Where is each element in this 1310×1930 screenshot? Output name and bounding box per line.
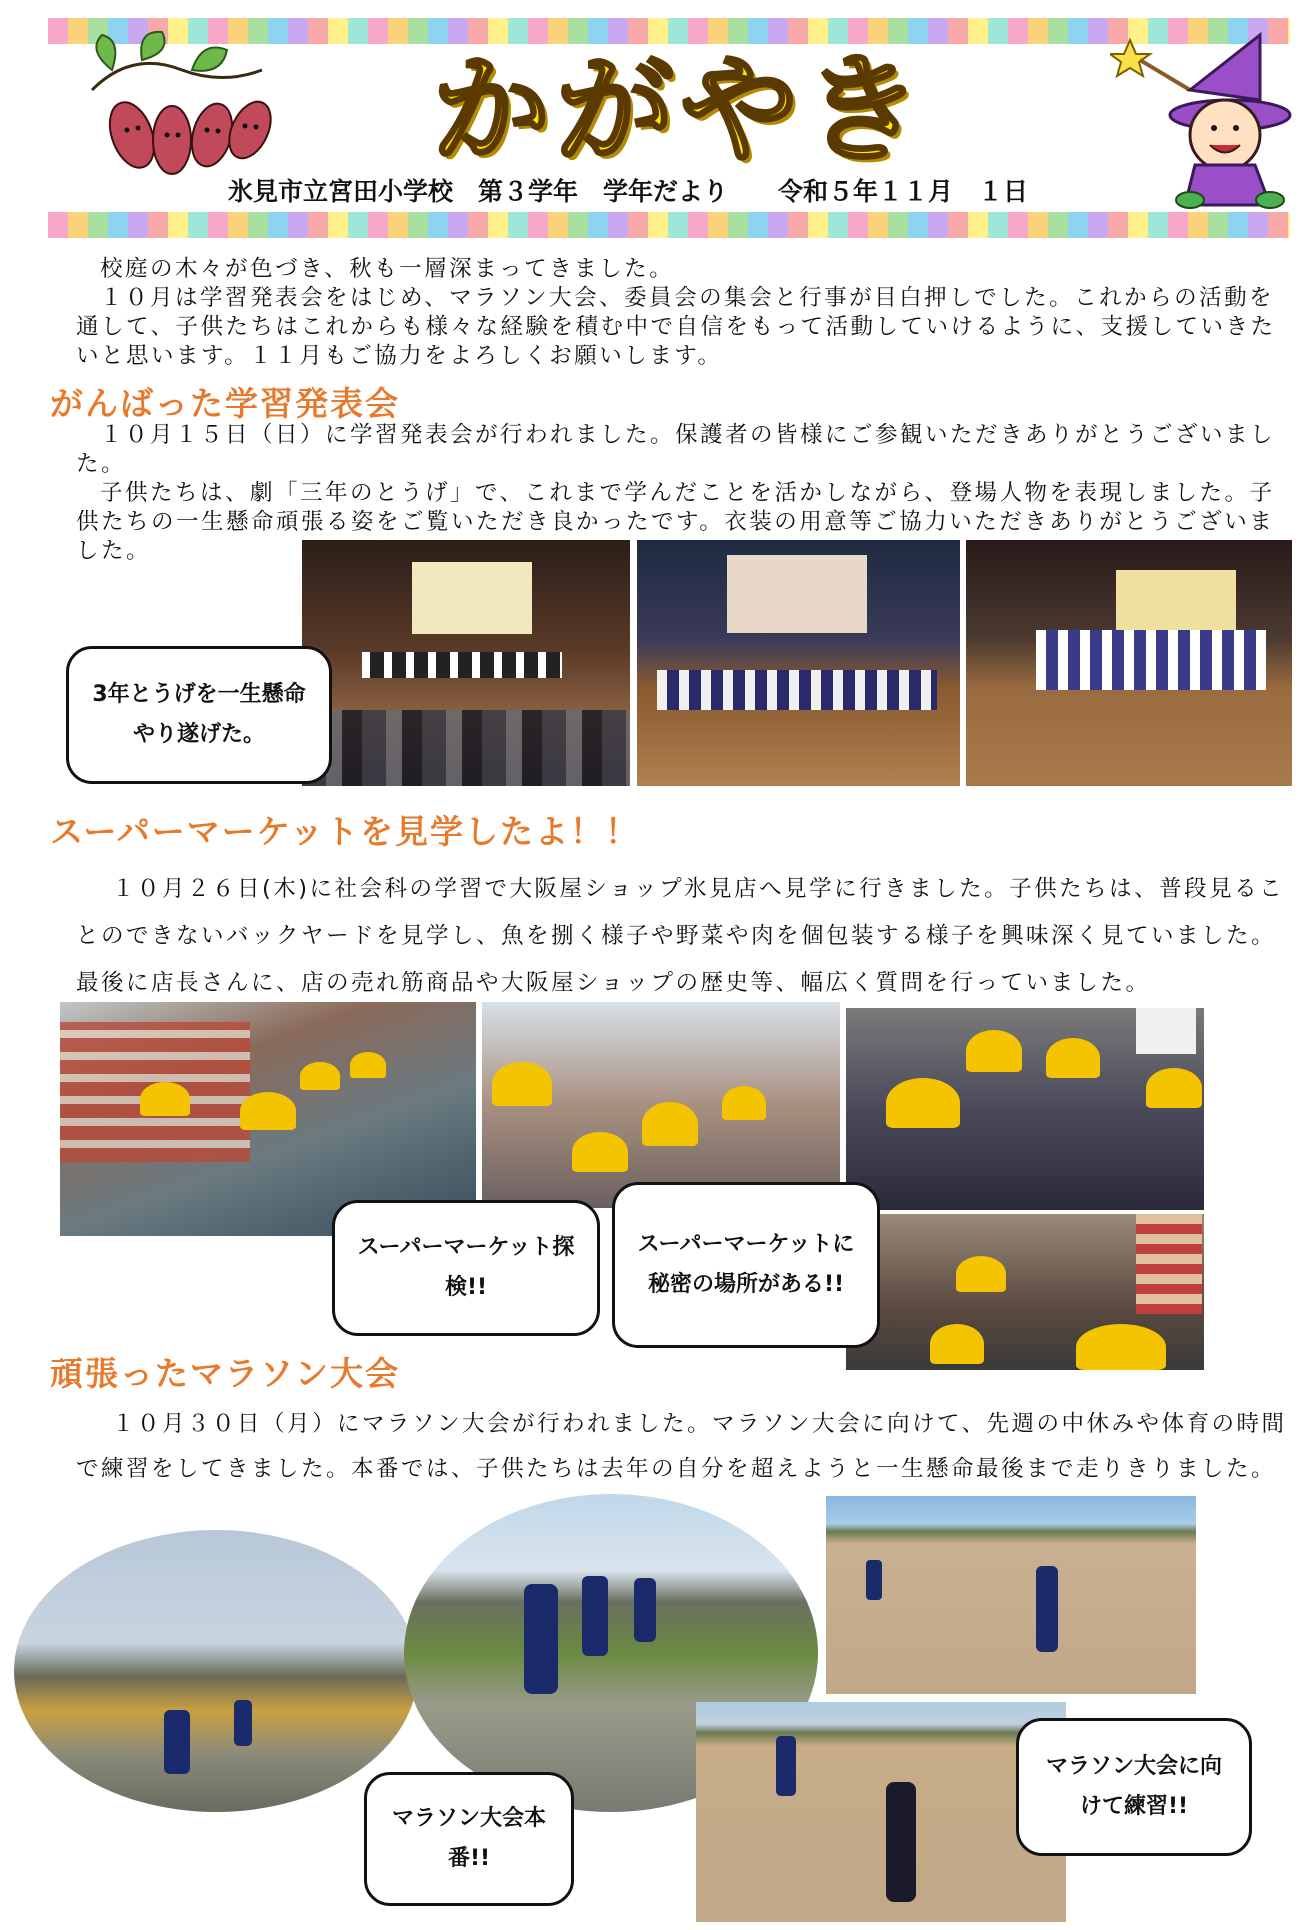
supermarket-photo-4 [846, 1214, 1204, 1370]
stage-photo-1 [302, 540, 630, 786]
supermarket-photo-2 [482, 1002, 840, 1208]
intro-paragraph-1: 校庭の木々が色づき、秋も一層深まってきました。 [100, 256, 675, 282]
speech-bubble-marathon-practice [1016, 1718, 1252, 1856]
page-title: かがやき [431, 41, 928, 179]
section-heading-supermarket: スーパーマーケットを見学したよ！！ [50, 812, 641, 851]
speech-bubble-secret-place [612, 1182, 880, 1348]
speech-bubble-presentation [66, 646, 332, 784]
section-heading-marathon: 頑張ったマラソン大会 [50, 1354, 400, 1393]
marathon-photo-practice-2 [696, 1702, 1066, 1922]
marathon-photo-practice-1 [826, 1496, 1196, 1694]
marathon-photo-road-oval [14, 1530, 418, 1812]
header-subtitle: 氷見市立宮田小学校 第３学年 学年だより 令和５年１１月 １日 [228, 177, 1029, 206]
presentation-paragraph-2: 子供たちは、劇「三年のとうげ」で、これまで学んだことを活かしながら、登場人物を表現しました。子供たちの一生懸命頑張る姿をご覧いただき良かったです。衣装の用意等ご協力いただきありがとうございました。 [76, 480, 1275, 564]
stage-photo-2 [637, 540, 960, 786]
presentation-paragraph-1: １０月１５日（日）に学習発表会が行われました。保護者の皆様にご参観いただきありがとうございました。 [76, 422, 1276, 477]
speech-bubble-marathon-day [364, 1772, 574, 1906]
marathon-paragraph: １０月３０日（月）にマラソン大会が行われました。マラソン大会に向けて、先週の中休みや体育の時間で練習をしてきました。本番では、子供たちは去年の自分を超えようと一生懸命最後まで走りきりました。 [76, 1411, 1287, 1482]
witch-illustration [1110, 20, 1300, 210]
bubble-text: マラソン大会本番!! [391, 1806, 546, 1871]
speech-bubble-supermarket-explore [332, 1200, 600, 1336]
sweet-potato-illustration [72, 30, 292, 190]
bubble-text: マラソン大会に向けて練習!! [1045, 1754, 1222, 1819]
bubble-text: 3年とうげを一生懸命やり遂げた。 [92, 682, 306, 747]
supermarket-photo-3 [846, 1008, 1204, 1210]
section-heading-presentation: がんばった学習発表会 [50, 384, 400, 423]
intro-paragraph-2: １０月は学習発表会をはじめ、マラソン大会、委員会の集会と行事が目白押しでした。これからの活動を通して、子供たちはこれからも様々な経験を積む中で自信をもって活動していけるように、支援していきたいと思います。１１月もご協力をよろしくお願いします。 [76, 285, 1276, 369]
bubble-text: スーパーマーケットに秘密の場所がある!! [637, 1232, 855, 1297]
stage-photo-3 [966, 540, 1292, 786]
header-rainbow-bottom [48, 212, 1290, 238]
bubble-text: スーパーマーケット探検!! [357, 1235, 575, 1300]
supermarket-paragraph: １０月２６日(木)に社会科の学習で大阪屋ショップ氷見店へ見学に行きました。子供たちは、普段見ることのできないバックヤードを見学し、魚を捌く様子や野菜や肉を個包装する様子を興味深く見ていました。最後に店長さんに、店の売れ筋商品や大阪屋ショップの歴史等、幅広く質問を行っていました。 [76, 876, 1285, 996]
